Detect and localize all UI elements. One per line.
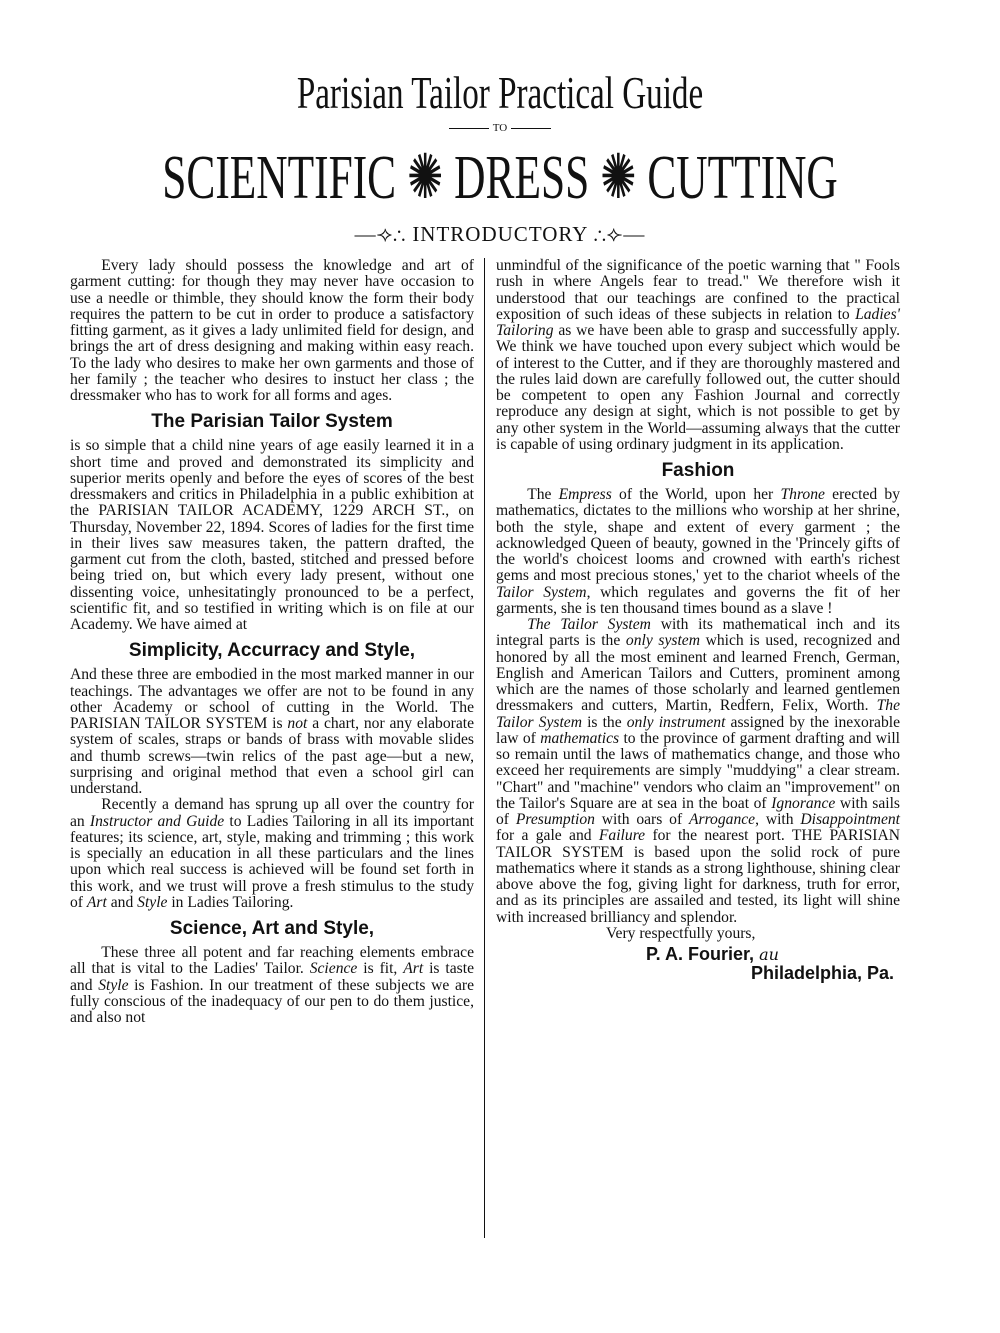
text-run: in Ladies Tailoring. xyxy=(167,893,294,911)
to-ornament xyxy=(0,122,1000,134)
section-subheading: Fashion xyxy=(661,460,735,481)
text-run: Every lady should possess the knowledge and art of garment cutting: for though they may never have occasion to use a needle or thimble, they should know the form their body requires the pattern to be cut in order to produce a satisfactory fitting garment, as it gives a lady unlimited field for design, and brings the art of dress designing and making within easy reach. To the lady who desires to make her own garments and those of her family ; the teacher who desires to instuct her class ; the dressmaker who has to work for all forms and ages. xyxy=(70,257,474,404)
italic-text: mathematics xyxy=(540,729,620,747)
italic-text: Throne xyxy=(780,486,825,503)
italic-text: Presumption xyxy=(515,811,595,828)
right-column xyxy=(496,258,900,982)
italic-text: Art xyxy=(403,960,424,978)
italic-text: The Tailor System xyxy=(496,697,900,731)
paragraph xyxy=(70,667,474,797)
text-run: with its mathematical inch and its integral parts is the xyxy=(496,616,900,650)
italic-text: only instrument xyxy=(626,713,726,731)
text-run: to the province of garment drafting and will so remain until the laws of mathematics change, and those who exceed her requirements are simply "muddying" a clear stream. "Chart" and "machine" vendors who claim an "improvement" on the Tailor's Square are at sea in the boat of xyxy=(496,729,900,812)
text-run: , with xyxy=(755,811,801,828)
text-run: Recently a demand has sprung up all over the country for an xyxy=(70,796,474,830)
text-run: is so simple that a child nine years of age easily learned it in a short time and proved and demonstrated its simplicity and superior merits openly and before the eyes of scores of the best dressmakers and critics in Philadelphia in a public exhibition at the PARISIAN TAILOR ACADEMY, 1229 ARCH ST., on Thursday, November 22, 1894. Scores of ladies for the first time in their lives saw measures taken, the pattern drafted, the garment cut from the cloth, basted, stitched and pressed before being tried on, but which every lady present, without one dissenting voice, unhesitatingly pronounced to be a perfect, scientific fit, and so testified in writing which is on file at our Academy. We have aimed at xyxy=(70,437,474,633)
handwritten-mark: au xyxy=(759,945,779,964)
text-run: unmindful of the significance of the poetic warning that " Fools rush in where Angels fear to tread." We therefore wish it understood that our teachings are confined to the practical exposition of such ideas of these subjects in relation to xyxy=(496,257,900,323)
italic-text: not xyxy=(287,715,308,732)
main-title: SCIENTIFIC ✺ DRESS ✺ CUTTING xyxy=(162,144,838,212)
section-heading: —⟢∴ INTRODUCTORY ∴⟣— xyxy=(354,222,646,246)
paragraph xyxy=(70,797,474,911)
italic-text: Ignorance xyxy=(771,794,836,812)
text-run: which is used, recognized and honored by all the most eminent and learned French, German, English and American Tailors and Cutters, prominent among which are the names of those scholarly and learned gentlemen dressmakers and cutters, Martin, Redfern, Felix, Worth. xyxy=(496,632,901,715)
text-run: is the xyxy=(581,713,627,731)
text-run: is taste and xyxy=(70,960,474,994)
text-run: for a gale and xyxy=(496,827,599,845)
signature-name xyxy=(496,946,900,963)
italic-text: Disappointment xyxy=(800,811,900,828)
closing: Very respectfully yours, xyxy=(606,924,756,942)
ornament-rule xyxy=(449,128,489,129)
italic-text: Failure xyxy=(598,827,646,845)
text-run: assigned by the inexorable law of xyxy=(496,713,900,747)
signature-city: Philadelphia, Pa. xyxy=(750,963,894,984)
paragraph xyxy=(496,617,900,926)
text-run: These three all potent and far reaching elements embrace all that is vital to the Ladies' Tailor. xyxy=(70,944,474,978)
italic-text: Instructor and Guide xyxy=(89,812,225,830)
text-run: of the World, upon her xyxy=(611,486,781,503)
italic-text: Style xyxy=(98,976,129,994)
to-label: TO xyxy=(492,122,508,134)
section-subheading: Simplicity, Accurracy and Style, xyxy=(128,640,416,662)
italic-text: Style xyxy=(137,893,168,911)
paragraph xyxy=(70,945,474,1026)
italic-text: Empress xyxy=(558,486,612,503)
text-run: erected by mathematics, dictates to the millions who worship at her shrine, both the style, shape and extent of every garment ; the acknowledged Queen of beauty, gowned in the 'Princely gifts of the world's choicest looms and crowned with earth's richest gems and most precious stones,' yet to the chariot wheels of the xyxy=(496,486,900,585)
text-run: for the nearest port. THE PARISIAN TAILOR SYSTEM is based upon the solid rock of pure mathematics where it stands as a strong lighthouse, shining clear above above the fog, giving light for darkness, truth for error, and as its principles are assailed and tested, its light will shine with increased brilliancy and splendor. xyxy=(496,827,900,926)
section-subheading: Science, Art and Style, xyxy=(169,918,375,939)
italic-text: Tailor System xyxy=(496,583,587,601)
guide-title: Parisian Tailor Practical Guide xyxy=(296,67,704,118)
text-run: And these three are embodied in the most marked manner in our teachings. The advantages we offer are not to be found in any other Academy or school of cutting in the World. The PARISIAN TAILOR SYSTEM is xyxy=(70,666,474,732)
paragraph xyxy=(496,258,900,453)
text-run: with sails of xyxy=(496,794,900,828)
italic-text: only system xyxy=(625,632,700,650)
text-run: a chart, nor any elaborate system of scales, straps or bands of brass with movable slides and thumb screws—twin relics of the past age—but a new, surprising and original method that even a school girl can understand. xyxy=(70,715,474,797)
paragraph xyxy=(496,487,900,617)
text-run: and xyxy=(106,893,138,911)
italic-text: Ladies' Tailoring xyxy=(496,305,900,339)
text-run: with oars of xyxy=(594,811,689,828)
text-run: to Ladies Tailoring in all its important features; its science, art, style, making and trimming ; this work is specially an education in all these particulars and the lines upon which real success is achieved will be found set forth in this work, and we trust will prove a fresh stimulus to the study of xyxy=(70,812,474,911)
column-divider xyxy=(484,258,485,1238)
paragraph xyxy=(70,438,474,633)
text-run: , which regulates and governs the fit of her garments, she is ten thousand times bound as a slave ! xyxy=(496,583,900,617)
italic-text: Arrogance xyxy=(688,811,756,828)
ornament-rule xyxy=(511,128,551,129)
text-run: is Fashion. In our treatment of these subjects we are fully conscious of the inadequacy of our pen to do them justice, and also not xyxy=(70,976,474,1026)
italic-text: The Tailor System xyxy=(527,616,651,633)
text-run: is fit, xyxy=(357,960,404,978)
paragraph xyxy=(70,258,474,404)
left-column xyxy=(70,258,474,1026)
italic-text: Art xyxy=(86,893,107,911)
italic-text: Science xyxy=(309,960,358,978)
right-column-body xyxy=(496,258,900,926)
author-name: P. A. Fourier, xyxy=(646,944,755,964)
text-run: as we have been able to grasp and successfully apply. We think we have touched upon every subject which would be of interest to the Cutter, and if they are thoroughly mastered and the rules laid down are carefully followed out, the cutter should be competent to open any Fashion Journal and correctly reproduce any design at sight, which is not possible to get by any other system in the World—assuming always that the cutter is capable of using ordinary judgment in its application. xyxy=(496,322,900,453)
section-subheading: The Parisian Tailor System xyxy=(151,411,393,433)
text-run: The xyxy=(527,486,559,503)
